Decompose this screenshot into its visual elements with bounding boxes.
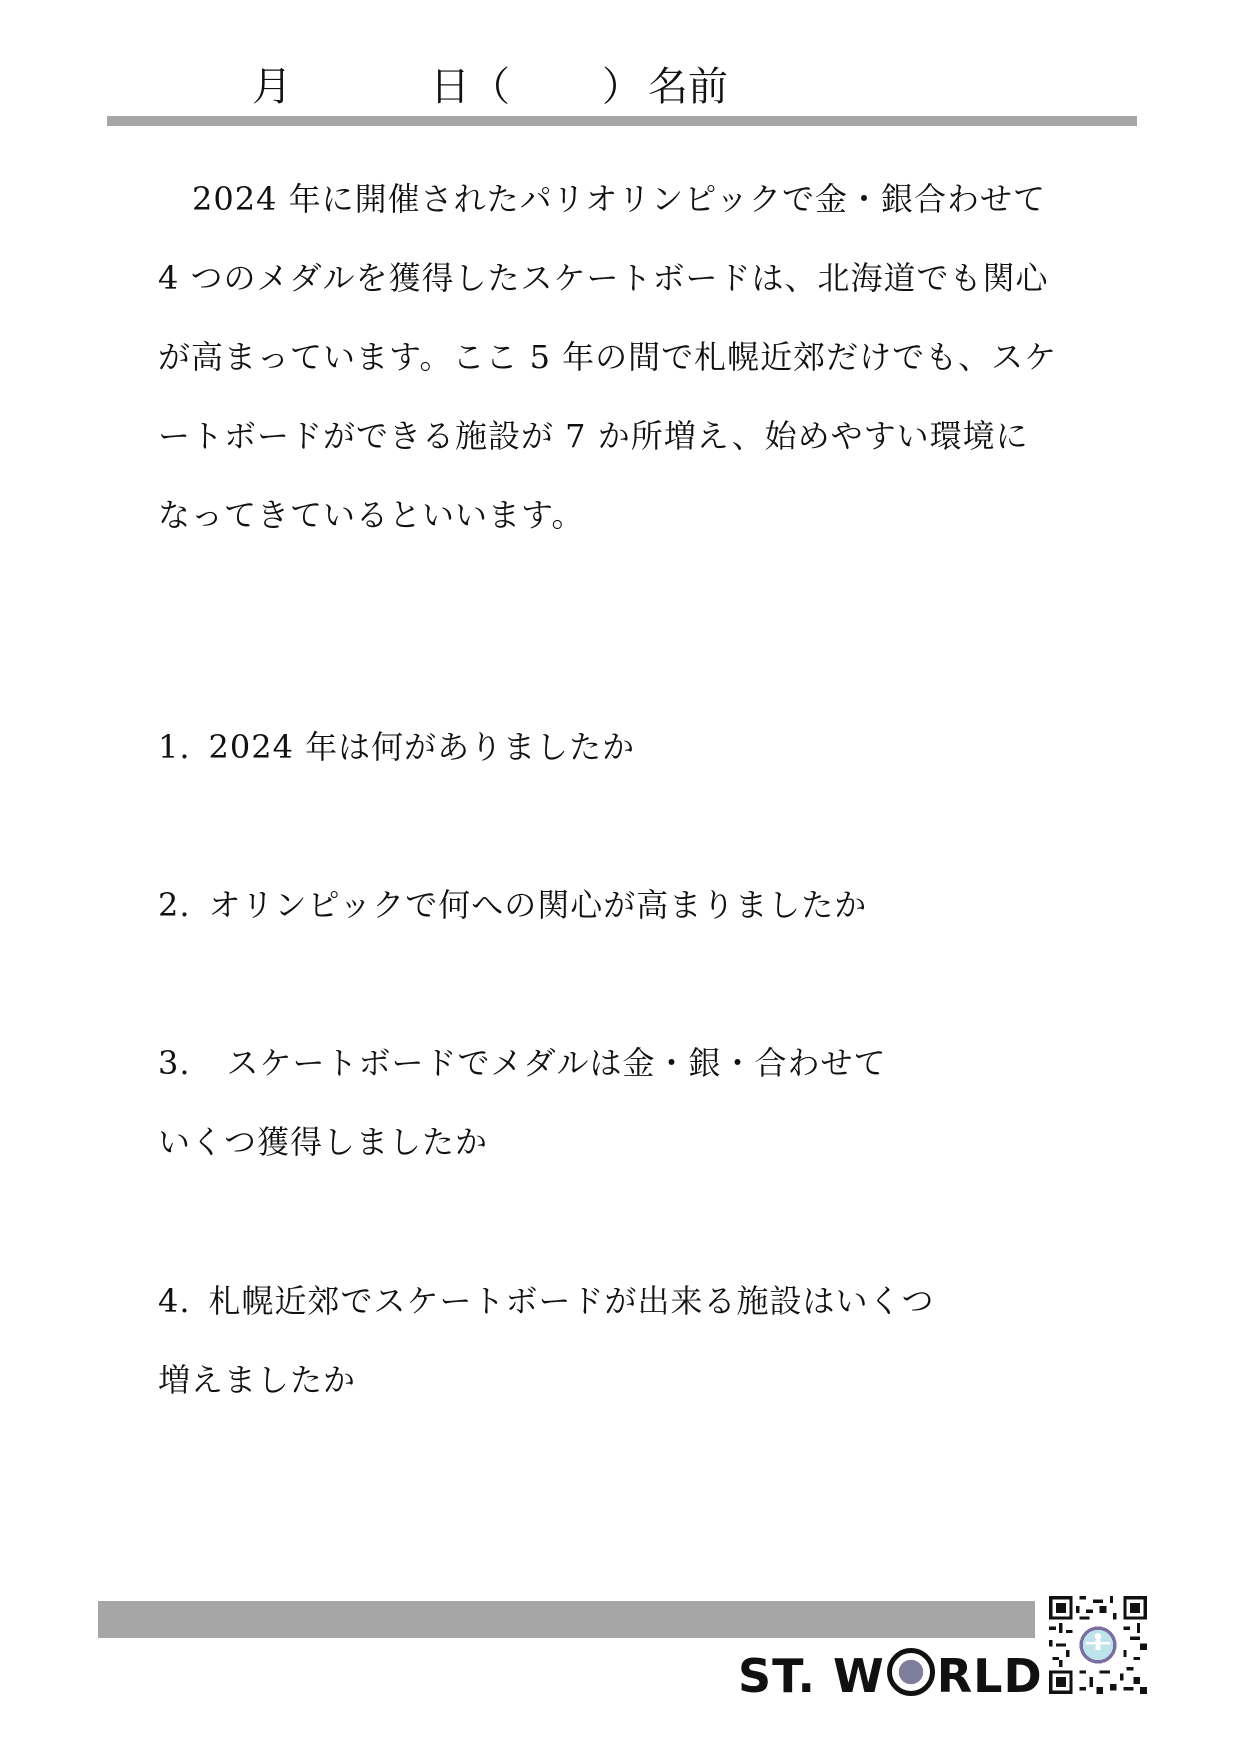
passage-line: 4 つのメダルを獲得したスケートボードは、北海道でも関心: [158, 259, 1049, 297]
st-world-logo: [738, 1646, 1043, 1706]
passage-line: 2024 年に開催されたパリオリンピックで金・銀合わせて: [192, 180, 1047, 218]
question-text: 札幌近郊でスケートボードが出来る施設はいくつ: [208, 1282, 935, 1320]
month-label: 月: [252, 64, 292, 110]
reading-passage: [158, 160, 1098, 555]
footer-bar: [98, 1601, 1035, 1638]
passage-line: が高まっています。ここ 5 年の間で札幌近郊だけでも、スケ: [158, 338, 1058, 376]
passage-line: ートボードができる施設が 7 か所増え、始めやすい環境に: [158, 417, 1029, 455]
name-label: 名前: [648, 64, 728, 110]
question-number: 4.: [158, 1282, 191, 1320]
question-number: 1.: [158, 728, 191, 766]
question-number: 3.: [158, 1044, 191, 1082]
close-paren: ）: [602, 64, 642, 110]
header-rule: [107, 116, 1137, 126]
logo-text-left: ST. W: [738, 1649, 885, 1703]
question-2: [158, 866, 867, 945]
vitruvian-circle-icon: [887, 1648, 935, 1696]
question-text: オリンピックで何への関心が高まりましたか: [208, 886, 868, 924]
question-text-continued: いくつ獲得しましたか: [158, 1123, 489, 1161]
question-text: スケートボードでメダルは金・銀・合わせて: [226, 1044, 887, 1082]
question-number: 2.: [158, 886, 191, 924]
question-1: [158, 708, 635, 787]
question-text-continued: 増えましたか: [158, 1361, 357, 1399]
day-label: 日（: [430, 64, 510, 110]
question-4: [158, 1262, 935, 1420]
logo-text-right: RLD: [936, 1649, 1043, 1703]
passage-line: なってきているといいます。: [158, 496, 585, 534]
qr-code-icon: [1049, 1596, 1147, 1694]
question-text: 2024 年は何がありましたか: [208, 728, 636, 766]
question-3: [158, 1024, 887, 1182]
header: [0, 0, 1240, 130]
